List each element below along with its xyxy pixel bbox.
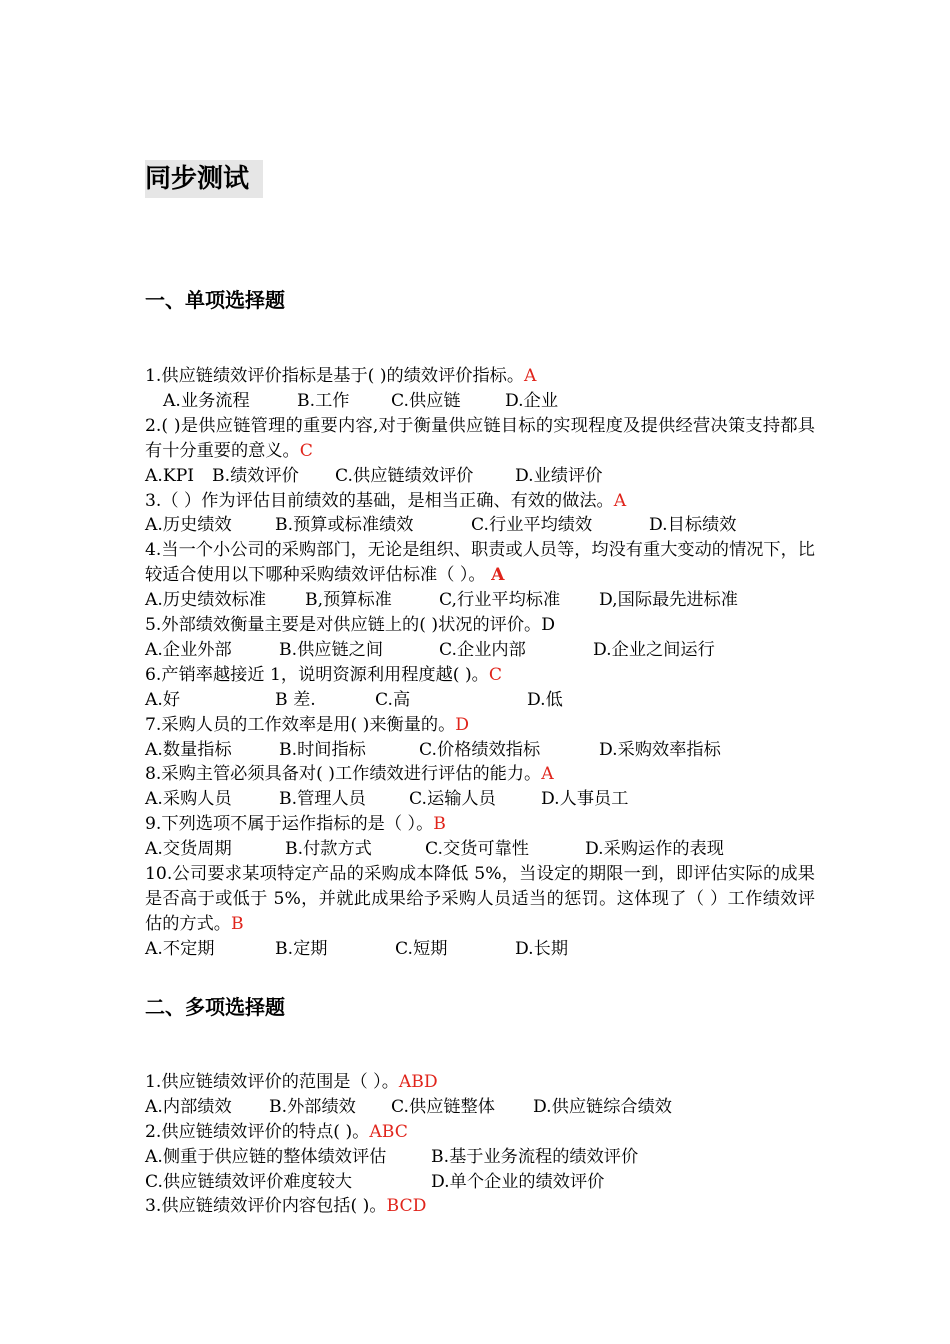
option-c: C,行业平均标准 — [439, 590, 561, 611]
option-row — [145, 1170, 815, 1195]
option-d: D.低 — [527, 689, 563, 710]
option-b: B.时间指标 — [279, 739, 366, 760]
option-c: C.交货可靠性 — [425, 839, 529, 860]
option-row — [145, 837, 815, 862]
option-row — [145, 937, 815, 962]
option-c: C.价格绩效指标 — [419, 739, 541, 760]
question-stem: 2.( )是供应链管理的重要内容,对于衡量供应链目标的实现程度及提供经营决策支持都具有十分重要的意义。C — [145, 415, 815, 461]
option-c: C.供应链绩效评价 — [335, 465, 474, 486]
option-row — [145, 513, 815, 538]
answer-key: D — [455, 714, 470, 735]
option-d: D.人事员工 — [541, 789, 629, 810]
answer-key: D — [541, 615, 555, 635]
document-title: 同步测试 — [145, 160, 263, 198]
question-stem: 10.公司要求某项特定产品的采购成本降低 5%，当设定的期限一到，即评估实际的成果是否高于或低于 5%，并就此成果给予采购人员适当的惩罚。这体现了（ ）工作绩效评估的方式。B — [145, 863, 815, 934]
answer-key: A — [613, 490, 627, 511]
question-stem: 5.外部绩效衡量主要是对供应链上的( )状况的评价。D — [145, 615, 555, 635]
option-c: C.供应链绩效评价难度较大 — [145, 1171, 353, 1192]
option-a: A.交货周期 — [145, 839, 232, 860]
option-d: D.采购运作的表现 — [585, 839, 724, 860]
option-a: A.采购人员 — [145, 789, 232, 810]
answer-key: A — [524, 366, 537, 386]
section-heading-single-choice: 一、单项选择题 — [145, 288, 285, 312]
section-heading-multiple-choice: 二、多项选择题 — [145, 995, 285, 1019]
option-c: C.企业内部 — [439, 639, 526, 660]
question-stem: 9.下列选项不属于运作指标的是（ ）。B — [145, 814, 446, 835]
option-row — [145, 688, 815, 713]
option-row — [145, 464, 815, 489]
answer-key: ABD — [398, 1072, 438, 1092]
answer-key: C — [488, 664, 503, 685]
option-row — [145, 1095, 815, 1120]
option-b: B.定期 — [275, 938, 328, 959]
option-d: D.目标绩效 — [649, 515, 737, 536]
option-row — [145, 738, 815, 763]
option-row — [145, 389, 815, 414]
question-stem: 2.供应链绩效评价的特点( )。ABC — [145, 1121, 408, 1142]
option-b: B.付款方式 — [285, 839, 372, 860]
option-b: B.基于业务流程的绩效评价 — [431, 1146, 639, 1167]
question-stem: 6.产销率越接近 1，说明资源利用程度越( )。C — [145, 664, 503, 685]
option-d: D.企业之间运行 — [593, 639, 715, 660]
option-d: D.企业 — [505, 390, 559, 411]
option-d: D.供应链综合绩效 — [533, 1096, 672, 1117]
option-d: D,国际最先进标准 — [599, 590, 738, 611]
answer-key: B — [230, 913, 244, 934]
option-a: A.业务流程 — [163, 390, 250, 411]
answer-key: A — [541, 764, 554, 785]
option-c: C.行业平均绩效 — [471, 515, 593, 536]
option-a: A.KPI — [145, 465, 195, 486]
option-b: B.外部绩效 — [269, 1096, 356, 1117]
answer-key: ABC — [369, 1121, 408, 1142]
option-row — [145, 1145, 815, 1170]
option-d: D.采购效率指标 — [599, 739, 721, 760]
option-b: B.管理人员 — [279, 789, 366, 810]
question-stem: 1.供应链绩效评价指标是基于( )的绩效评价指标。A — [145, 366, 537, 386]
question-stem: 3.供应链绩效评价内容包括( )。BCD — [145, 1196, 427, 1217]
option-c: C.短期 — [395, 938, 448, 959]
single-choice-questions — [145, 364, 815, 962]
question-stem: 4.当一个小公司的采购部门，无论是组织、职责或人员等，均没有重大变动的情况下，比较适合使用以下哪种采购绩效评估标准（ ）。 A — [145, 540, 815, 586]
option-c: C.供应链 — [391, 390, 461, 411]
multiple-choice-questions — [145, 1070, 815, 1219]
option-a: A.数量指标 — [145, 739, 232, 760]
answer-key: B — [433, 814, 446, 835]
option-c: C.运输人员 — [409, 789, 496, 810]
option-a: A.不定期 — [145, 938, 215, 959]
option-a: A.内部绩效 — [145, 1096, 232, 1117]
option-b: B.预算或标准绩效 — [275, 515, 414, 536]
question-stem: 3.（ ）作为评估目前绩效的基础，是相当正确、有效的做法。A — [145, 490, 627, 511]
option-b: B.绩效评价 — [212, 465, 299, 486]
question-stem: 8.采购主管必须具备对( )工作绩效进行评估的能力。A — [145, 764, 554, 785]
answer-key: A — [491, 565, 505, 586]
option-d: D.长期 — [515, 938, 569, 959]
option-d: D.业绩评价 — [515, 465, 603, 486]
option-b: B.供应链之间 — [279, 639, 384, 660]
answer-key: BCD — [386, 1196, 427, 1217]
question-stem: 1.供应链绩效评价的范围是（ ）。ABD — [145, 1072, 438, 1092]
option-row — [145, 588, 815, 613]
option-b: B 差. — [275, 689, 316, 710]
option-a: A.历史绩效 — [145, 515, 232, 536]
option-row — [145, 638, 815, 663]
question-stem: 7.采购人员的工作效率是用( )来衡量的。D — [145, 714, 470, 735]
option-row — [145, 787, 815, 812]
option-a: A.企业外部 — [145, 639, 232, 660]
option-a: A.历史绩效标准 — [145, 590, 267, 611]
option-b: B,预算标准 — [305, 590, 392, 611]
option-c: C.供应链整体 — [391, 1096, 495, 1117]
option-b: B.工作 — [297, 390, 350, 411]
answer-key: C — [299, 440, 313, 461]
option-d: D.单个企业的绩效评价 — [431, 1171, 605, 1192]
option-a: A.侧重于供应链的整体绩效评估 — [145, 1146, 387, 1167]
option-c: C.高 — [375, 689, 411, 710]
option-a: A.好 — [145, 689, 181, 710]
